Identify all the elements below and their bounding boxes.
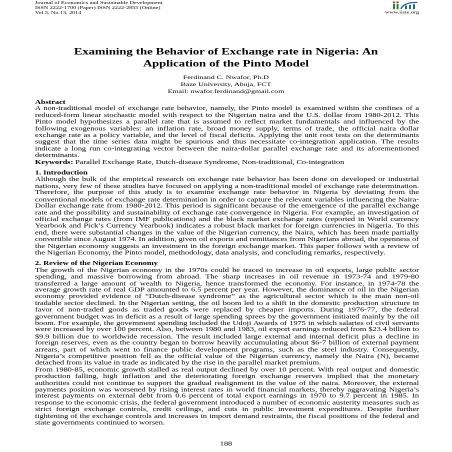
paper-body [35,99,419,439]
keywords-line [35,159,419,166]
paper-title-line-2: Application of the Pinto Model [143,58,309,69]
author-name: Ferdinand C. Nwafor, Ph.D [183,74,269,81]
abstract-heading: Abstract [35,98,66,106]
abstract-text: A non-traditional model of exchange rate behavior, namely, the Pinto model is examined within the confines of a reduced-form linear stochastic model with respect to the Nigerian naira and the U.S. dollar from 1980-2012. This Pinto model hypothesizes a parallel rate that is assumed to reflect market fundamentals and influenced by the following exogenous variables: an inflation rate, broad money supply, terms of trade, the official naira dollar exchange rate as a policy variable, and the level of fiscal deficits. Applying the unit root tests on the determinants suggest that the time series data might be spurious and thus necessitate co-integration application. The results indicate a long run co-integrating vector between the naira-dollar parallel exchange rate and its aforementioned determinants. [35,105,419,159]
iiste-logo-icon [392,1,419,10]
keywords-label: Keywords: [35,158,74,166]
journal-website-link[interactable]: www.iiste.org [384,10,419,15]
review-paragraph-1: The growth of the Nigerian economy in the 1970s could be traced to increase in oil exports, large public sector spending, and massive borrowing from abroad. The sharp increases in oil revenue in 1973-74 and 1979-80 transferred a large amount of wealth to Nigeria, hence transformed the economy. For instance, in 1974-78 the average growth rate of real GDP amounted to 6.5 percent per year. However, the dominance of oil in the Nigerian economy provided evidence of “Dutch-disease syndrome” as the agricultural sector which is the main non-oil tradable sector declined. In the Nigerian setting, the oil boom led to a shift in the domestic production structure in favor of non-traded goods as traded goods were replaced by cheaper imports. During 1976-77, the federal government budget was in deficit as a result of large spending sprees by the government initiated mainly by the oil boom. For example, the government spending included the Udoji Awards of 1975 in which salaries of civil servants were increased by over 100 percent. Also, between 1980 and 1983, oil export earnings reduced from $23.4 billion to $9.9 billion due to worldwide recession. The result included large external and internal deficit plus a decline in foreign reserves, even as the country began to borrow heavily accumulating about $6-7 billion of external payment arrears, part of which went to finance public development programs, such as the steel industry. Consequently, Nigeria’s competitive position fell as the official value of the Nigerian currency, namely the Naira (N), became detached from its value in trade as indicated by the rise in the parallel market premium. [35,266,419,367]
journal-name: Journal of Economics and Sustainable Development [35,1,163,6]
paper-title [0,46,452,70]
author-affiliation: Baze University, Abuja, FCT [180,81,272,88]
author-email: Email: nwafor.ferdinand@gmail.com [167,88,285,95]
section-heading-review: 2. Review of the Nigerian Economy [35,260,158,267]
section-heading-introduction: 1. Introduction [35,169,88,176]
journal-issn: ISSN 2222-1700 (Paper) ISSN 2222-2855 (Online) [35,6,161,11]
review-paragraph-2: From 1980-85, economic growth stalled as real output declined by over 10 percent. With real output and domestic production falling, high inflation and the deteriorating foreign exchange reserves implied that the monetary authorities could not continue to support the gradual realignment in the value of the naira. Moreover, the external payments position was worsened by rising interest rates in world financial markets, thereby aggravating Nigeria’s interest payments on external debt from 0.6 percent of total export earnings in 1970 to 9.7 percent in 1985. In response to the economic crisis, the federal government introduced a number of economic austerity measures such as strict foreign exchange controls, credit ceilings, and cuts in public investment expenditures. Despite further tightening of the exchange controls and increases in import demand restraints, the fiscal positions of the federal and state governments continued to worsen. [35,366,419,426]
journal-volume: Vol.5, No.13, 2014 [35,11,82,16]
introduction-paragraph: Although the bulk of the empirical research on exchange rate behavior has been done on developed or industrial nations, very few of these studies have focused on applying a non-traditional model of exchange rate determination. Therefore, the purpose of this study is to examine exchange rate behavior in Nigeria by deviating from the conventional models of exchange rate determination in order to capture the relevant variables influencing the Naira-Dollar exchange rate from 1980-2012. This period is significant because of the emergence of the parallel exchange rate and the possibility and sustainability of exchange rate convergence in Nigeria. For example, an investigation of official exchange rates (from IMF publications) and the black market exchange rates (reported in World currency Yearbook and Pick’s Currency Yearbook) indicates a robust black market for foreign currencies in Nigeria. To this end, there were substantial changes in the value of the Nigerian currency, the Naira, which has been made partially convertible since August 1974. In addition, given oil exports and remittances from Nigerians abroad, the openness of the Nigerian economy suggests an investment in the foreign exchange market. This paper follows with a review of the Nigerian Economy, the Pinto model, methodology, data analysis, and concluding remarks, respectively. [35,176,419,256]
journal-header [35,1,162,16]
paper-title-line-1: Examining the Behavior of Exchange rate in Nigeria: An [73,46,379,57]
author-block [0,74,452,95]
keywords-text: Parallel Exchange Rate, Dutch-disease Syndrome, Non-traditional, Co-integration [75,158,345,166]
page-number: 188 [219,440,233,448]
